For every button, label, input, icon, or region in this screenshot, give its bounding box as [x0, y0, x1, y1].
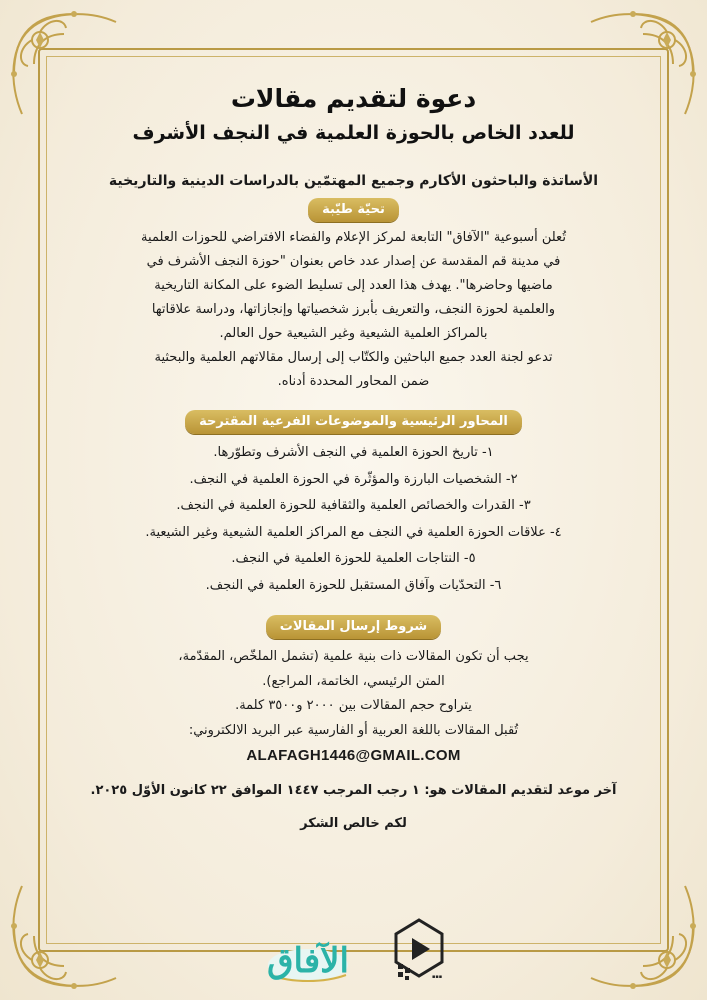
- list-item: ٤- علاقات الحوزة العلمية في النجف مع المراكز العلمية الشيعية وغير الشيعية.: [145, 524, 562, 540]
- topics-list: [70, 440, 637, 599]
- afaq-logo: [262, 935, 354, 985]
- addressee-line: الأساتذة والباحثون الأكارم وجميع المهتمّين بالدراسات الدينية والتاريخية: [108, 173, 599, 189]
- deadline-line: آخر موعد لتقديم المقالات هو: ١ رجب المرجب ١٤٤٧ الموافق ٢٢ كانون الأوّل ٢٠٢٥.: [90, 783, 617, 798]
- media-center-logo: [392, 918, 446, 982]
- condition-line: المتن الرئيسي، الخاتمة، المراجع).: [262, 673, 445, 689]
- document-content: [70, 82, 637, 831]
- intro-line: في مدينة قم المقدسة عن إصدار عدد خاص بعنوان "حوزة النجف الأشرف في: [146, 254, 561, 269]
- intro-line: ضمن المحاور المحددة أدناه.: [277, 374, 430, 389]
- intro-paragraph: [70, 226, 637, 394]
- svg-text:▪▪▪: ▪▪▪: [432, 974, 443, 980]
- condition-line: يتراوح حجم المقالات بين ٢٠٠٠ و٣٥٠٠ كلمة.: [235, 698, 472, 713]
- list-item: ٦- التحدّيات وآفاق المستقبل للحوزة العلمية في النجف.: [205, 577, 502, 593]
- list-item: ٣- القدرات والخصائص العلمية والثقافية للحوزة العلمية في النجف.: [176, 498, 531, 513]
- condition-line: يجب أن تكون المقالات ذات بنية علمية (تشمل الملخّص، المقدّمة،: [178, 649, 529, 664]
- intro-line: بالمراكز العلمية الشيعية وغير الشيعية حول العالم.: [219, 326, 488, 341]
- conditions-paragraph: [70, 645, 637, 743]
- conditions-section-badge: شروط إرسال المقالات: [266, 615, 441, 639]
- ornament-corner-bottom-right: [583, 876, 703, 996]
- greeting-badge: تحيّة طيّبة: [308, 198, 399, 222]
- intro-line: تُعلن أسبوعية "الآفاق" التابعة لمركز الإعلام والفضاء الافتراضي للحوزات العلمية: [141, 230, 566, 245]
- intro-line: تدعو لجنة العدد جميع الباحثين والكتّاب إلى إرسال مقالاتهم العلمية والبحثية: [154, 350, 553, 365]
- list-item: ٥- النتاجات العلمية للحوزة العلمية في النجف.: [231, 551, 476, 566]
- afaq-logo-text: الآفاق: [267, 941, 349, 981]
- list-item: ١- تاريخ الحوزة العلمية في النجف الأشرف وتطوّرها.: [213, 445, 494, 460]
- ornament-corner-bottom-left: [4, 876, 124, 996]
- list-item: ٢- الشخصيات البارزة والمؤثّرة في الحوزة العلمية في النجف.: [189, 471, 518, 487]
- page-title: دعوة لتقديم مقالات: [230, 84, 477, 113]
- page-subtitle: للعدد الخاص بالحوزة العلمية في النجف الأشرف: [132, 122, 575, 144]
- submission-email[interactable]: ALAFAGH1446@GMAIL.COM: [246, 747, 461, 764]
- condition-line: تُقبل المقالات باللغة العربية أو الفارسية عبر البريد الالكتروني:: [188, 722, 519, 738]
- topics-section-badge: المحاور الرئيسية والموضوعات الفرعية المقترحة: [185, 410, 522, 434]
- thanks-line: لكم خالص الشكر: [300, 816, 407, 831]
- intro-line: ماضيها وحاضرها". يهدف هذا العدد إلى تسليط الضوء على المكانة التاريخية: [154, 278, 553, 293]
- intro-line: والعلمية لحوزة النجف، والتعريف بأبرز شخصياتها وإنجازاتها، ودراسة علاقاتها: [151, 302, 556, 317]
